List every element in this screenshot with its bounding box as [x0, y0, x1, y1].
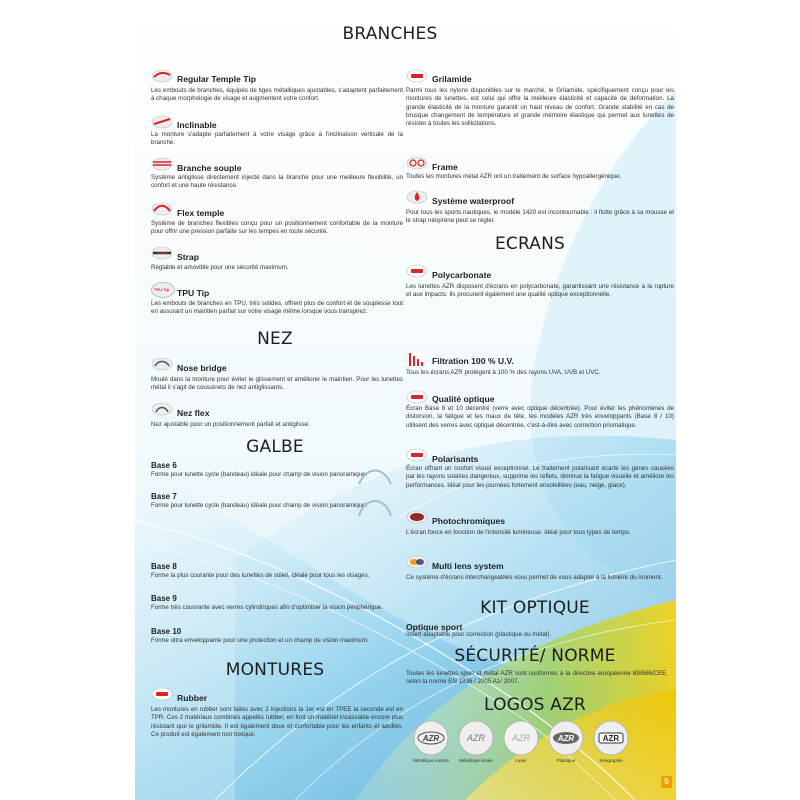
feature-branche-souple: [151, 157, 406, 197]
galbe-desc: Forme très couvrante avec verres cylindriques afin d'optimiser la vision périphérique.: [151, 604, 383, 611]
feature-title: Regular Temple Tip: [177, 74, 256, 84]
feature-strap: [151, 246, 406, 276]
galbe-title: Base 6: [151, 461, 177, 470]
logo-metallique-lustree: [413, 720, 449, 756]
galbe-title: Base 7: [151, 492, 177, 501]
feature-desc: Les montures en rubber sont faites avec 2 injections la 1er est en TPEE la seconde est en TPR. Ces 2 matériaux combinés appelés rubber, en font un matériel incassable encore plus résistant que le grilamide. Il est également doux et confortable pour les enfants et adultes. Ce produit est également non toxique.: [151, 706, 403, 738]
heading-kit-optique: KIT OPTIQUE: [480, 598, 590, 618]
feature-title: Rubber: [177, 693, 208, 703]
feature-title: Système waterproof: [432, 196, 515, 206]
heading-montures: MONTURES: [225, 660, 325, 680]
feature-title: Filtration 100 % U.V.: [432, 356, 514, 366]
glasses-icon: [406, 156, 428, 170]
feature-title: Nez flex: [177, 408, 210, 418]
logo-laser: [503, 720, 539, 756]
feature-title: Grilamide: [432, 74, 472, 84]
feature-flex-temple: [151, 202, 406, 242]
heading-ecrans: ECRANS: [494, 234, 566, 254]
feature-desc: Tous les écrans AZR protègent à 100 % des rayons UVA, UVB et UVC.: [406, 369, 601, 376]
logo-mark-text: AZR: [512, 733, 530, 743]
galbe-title: Base 9: [151, 594, 177, 603]
galbe-desc: Forme la plus courante pour des lunettes de soleil, idéale pour tous les visages.: [151, 572, 370, 579]
logo-serigraphie: [593, 720, 629, 756]
feature-desc: Réglable et amovible pour une sécurité maximum.: [151, 264, 289, 271]
galbe-desc: Forme pour lunette cycle (bandeau) idéale pour champ de vision panoramique.: [151, 471, 368, 478]
feature-rubber: [151, 687, 406, 777]
feature-desc: Les lunettes AZR disposent d'écrans en polycarbonate, garantissant une résistance à la rupture et aux impacts. Ils procurent également une qualité optique exceptionnelle.: [406, 283, 674, 299]
feature-desc: Ce système d'écrans interchangeables vous permet de vous adapter à la lumière du moment.: [406, 574, 663, 581]
heading-securite-norme: SÉCURITÉ/ NORME: [454, 646, 616, 666]
lens-base7-icon: [355, 492, 395, 522]
logo-label: Métallique lustrée: [412, 758, 449, 763]
galbe-title: Base 8: [151, 562, 177, 571]
feature-desc: Système de branches flexibles conçu pour un positionnement confortable de la monture pour offrir une pression parfaite sur les tempes en toute sécurité.: [151, 220, 403, 236]
feature-inclinable: [151, 115, 406, 155]
feature-title: Qualité optique: [432, 394, 495, 404]
lens-base6-icon: [355, 460, 395, 490]
feature-title: Photochromiques: [432, 516, 506, 526]
feature-multi-lens-system: [406, 555, 676, 595]
tpu-icon-text: TPU Tip: [154, 287, 170, 292]
logo-plastique: [548, 720, 584, 756]
securite-desc: Toutes les lunettes sport et métal AZR sont conformes à la directive européenne 89/686/CEE, selon la norme EN 1836 / 2005 A1/ 2007.: [406, 670, 668, 686]
tpu-tip-icon: [151, 282, 175, 298]
waterproof-icon: [406, 190, 428, 204]
logo-label: Laser: [515, 758, 527, 763]
nose-bridge-icon: [151, 357, 173, 371]
red-badge-icon: [406, 390, 428, 404]
kit-optique-desc: Insert adaptable pour correction (plastique ou métal).: [406, 631, 552, 638]
red-badge-icon: [406, 448, 428, 462]
feature-grilamide: [406, 66, 676, 146]
feature-title: TPU Tip: [177, 288, 210, 298]
feature-regular-temple-tip: [151, 69, 406, 109]
temple-tip-icon: [151, 69, 173, 83]
feature-filtration-uv: [406, 350, 676, 380]
logo-mark-text: AZR: [467, 733, 485, 743]
feature-title: Frame: [432, 162, 458, 172]
temple-tip-icon: [151, 157, 173, 171]
logo-mark-text: AZR: [422, 734, 440, 743]
feature-systeme-waterproof: [406, 190, 676, 230]
feature-desc: Les embouts de branches en TPU, très solides, offrent plus de confort et de souplesse tout en assurant un maintien parfait sur votre visage même lorsque vous transpirez.: [151, 300, 403, 316]
feature-qualite-optique: [406, 390, 676, 445]
feature-nez-flex: [151, 402, 406, 432]
uv-graph-icon: [406, 350, 426, 368]
lens-icon: [406, 510, 428, 524]
feature-title: Strap: [177, 252, 199, 262]
feature-desc: Système antiglisse directement injecté dans la branche pour une meilleure flexibilité, un confort et une haute résistance.: [151, 174, 403, 190]
feature-desc: Écran offrant un confort visuel exceptionnel. Le traitement polarisant écarte les gènes causées par les rayons solaires dangereux, supprime les reflets, diminue la fatigue visuelle et améliore les performances. Idéal pour les journées fortement ensoleillées (eau, neige, glace).: [406, 465, 674, 489]
strap-icon: [151, 246, 173, 260]
red-badge-icon: [406, 69, 428, 83]
galbe-desc: Forme pour lunette cycle (bandeau) idéale pour champ de vision panoramique.: [151, 502, 368, 509]
temple-tip-icon: [151, 202, 173, 216]
feature-title: Polarisants: [432, 454, 479, 464]
nose-flex-icon: [151, 402, 173, 416]
feature-desc: Pour tous les sports nautiques, le modèle 1420 est incontournable : il flotte grâce à sa mousse et le strap néoprène peut se régler.: [406, 209, 674, 225]
feature-title: Polycarbonate: [432, 270, 492, 280]
logo-mark-text: AZR: [602, 734, 620, 743]
logo-metallique-lissee: [458, 720, 494, 756]
feature-desc: Nez ajustable pour un positionnement parfait et antiglisse.: [151, 421, 310, 428]
logo-label: Plastique: [556, 758, 576, 763]
kit-optique-title: Optique sport: [406, 622, 463, 632]
feature-polarisants: [406, 448, 676, 508]
feature-desc: Écran Base 8 et 10 décentré (verre avec optique décentrée). Pour éviter les phénomènes de distorsion, la fatigue et les maux de tête, les modèles AZR très enveloppants (Base 8 / 10) utilisent des verres avec optique décentrée, c'est-à-dire avec correction prismatique.: [406, 405, 674, 429]
temple-tip-icon: [151, 115, 173, 129]
feature-desc: L'écran fonce en fonction de l'intensité lumineuse. Idéal pour tous types de temps.: [406, 529, 631, 536]
feature-polycarbonate: [406, 264, 676, 314]
heading-galbe: GALBE: [246, 437, 304, 457]
feature-photochromiques: [406, 510, 676, 550]
logo-mark-text: AZR: [557, 734, 575, 743]
logo-label: Sérigraphie: [599, 758, 623, 763]
feature-nose-bridge: [151, 357, 406, 397]
heading-branches: BRANCHES: [342, 24, 438, 44]
lens-icon: [406, 555, 428, 569]
galbe-title: Base 10: [151, 627, 182, 636]
catalog-page: [135, 0, 676, 800]
feature-desc: La monture s'adapte parfaitement à votre visage grâce à l'inclinaison verticale de la branche.: [151, 131, 403, 147]
page-number: 5: [661, 776, 672, 788]
feature-tpu-tip: [151, 282, 406, 330]
feature-frame: [406, 156, 676, 186]
feature-title: Nose bridge: [177, 363, 227, 373]
red-badge-icon: [151, 687, 173, 701]
feature-desc: Toutes les montures métal AZR ont un traitement de surface hypoallergénique.: [406, 173, 622, 180]
feature-desc: Les embouts de branches, équipés de tiges métalliques ajustables, s'adaptent parfaitement à chaque morphologie de visage et augmentent votre confort.: [151, 87, 403, 103]
feature-desc: Moulé dans la monture pour éviter le glissement et améliorer le maintien. Pour les lunettes métal il s'agit de coussinets de nez antiglissants.: [151, 376, 403, 392]
feature-title: Branche souple: [177, 163, 242, 173]
logo-label: Métallique lissée: [459, 758, 493, 763]
heading-logos-azr: LOGOS AZR: [484, 695, 586, 715]
galbe-desc: Forme ultra enveloppante pour une protection et un champ de vision maximum.: [151, 637, 369, 644]
feature-title: Multi lens system: [432, 561, 504, 571]
feature-desc: Parmi tous les nylons disponibles sur le marché, le Grilamide, spécifiquement conçu pour les montures de lunettes, est celui qui offre la meilleure élasticité et capacité de déformation. La grande élasticité de la monture garantit un haut niveau de confort. Grande stabilité en cas de brusque changement de température et grande mémoire élastique qui permet aux lunettes de résister à toutes les sollicitations.: [406, 87, 674, 128]
feature-title: Inclinable: [177, 120, 217, 130]
red-badge-icon: [406, 264, 428, 278]
heading-nez: NEZ: [257, 329, 293, 349]
feature-title: Flex temple: [177, 208, 225, 218]
